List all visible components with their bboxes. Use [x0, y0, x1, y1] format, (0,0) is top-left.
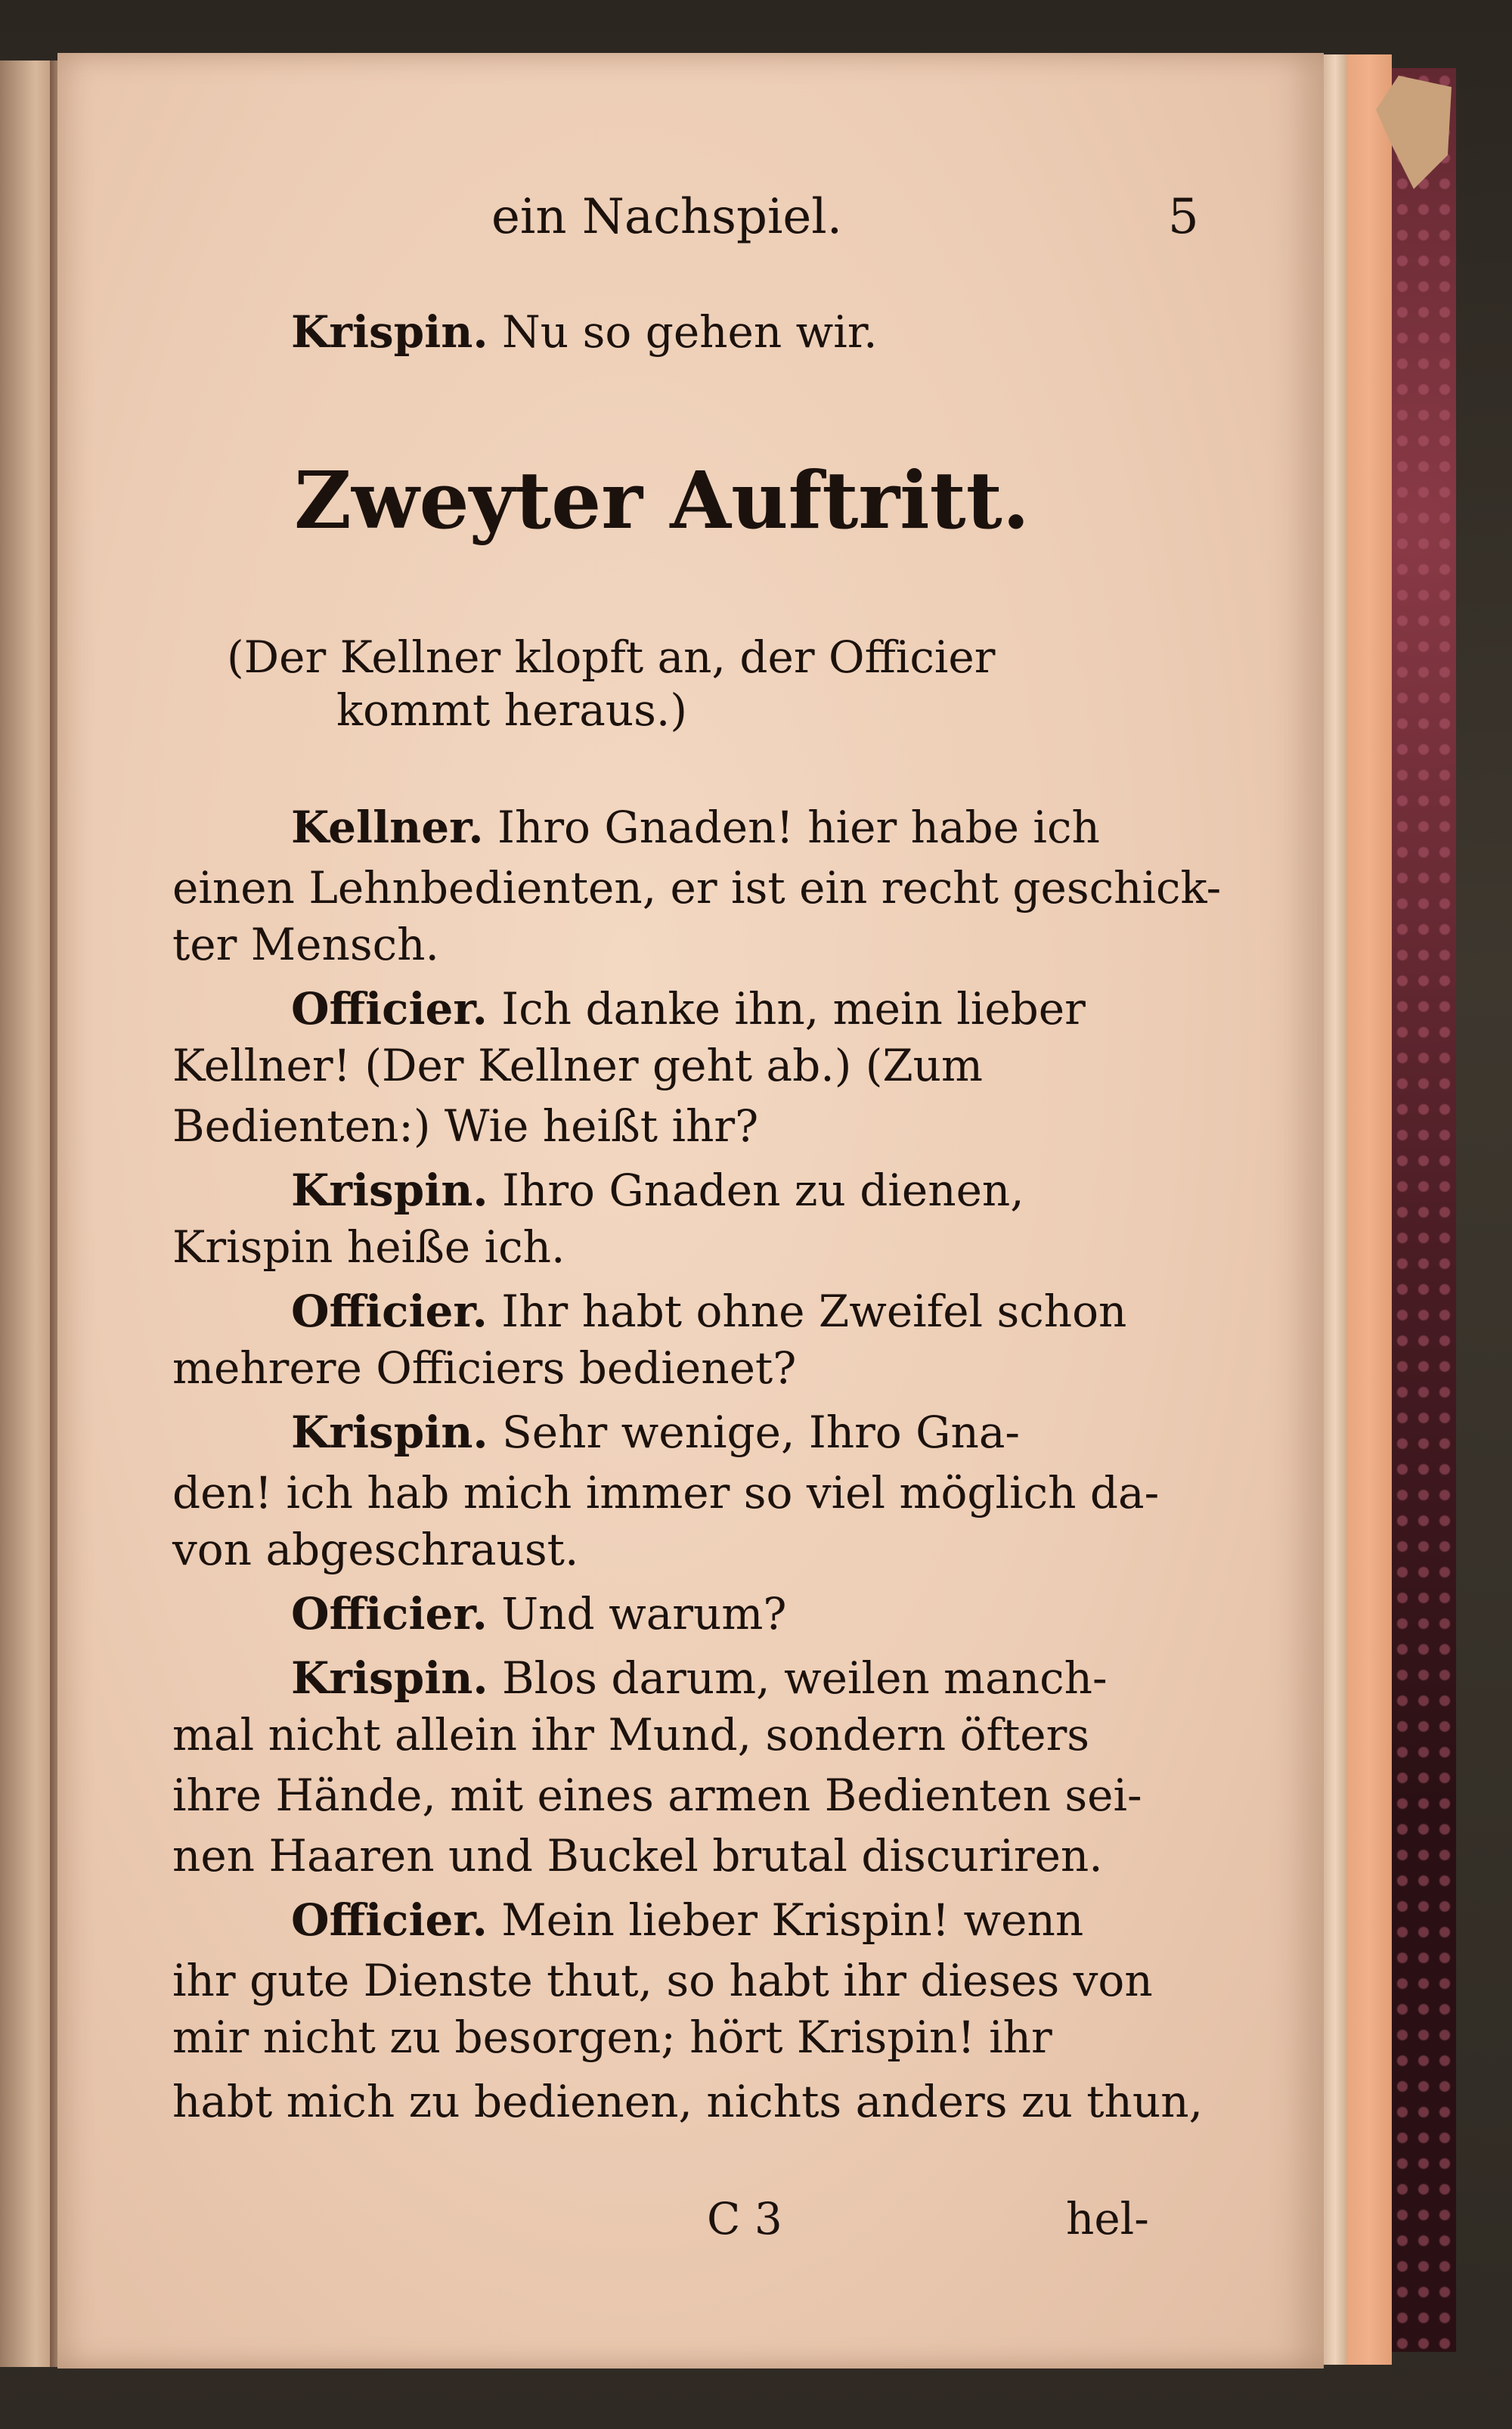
text-line: [172, 2012, 1052, 2063]
speaker-name: Officier.: [291, 983, 488, 1035]
line-text: Und warum?: [501, 1588, 787, 1639]
page-number: 5: [1168, 189, 1199, 245]
text-line: [291, 1286, 1126, 1337]
text-line: [172, 1524, 578, 1575]
line-text: Nu so gehen wir.: [502, 306, 878, 358]
line-text: Mein lieber Krispin! wenn: [501, 1894, 1084, 1946]
line-text: den! ich hab mich immer so viel möglich da-: [172, 1467, 1160, 1519]
text-line: [172, 1342, 796, 1394]
text-line: [172, 1040, 983, 1091]
text-line: [172, 1100, 758, 1152]
line-text: einen Lehnbedienten, er ist ein recht geschick-: [172, 862, 1222, 914]
speaker-name: Officier.: [291, 1286, 488, 1337]
line-text: Ihro Gnaden! hier habe ich: [497, 802, 1100, 853]
line-text: ihre Hände, mit eines armen Bedienten sei-: [172, 1770, 1142, 1821]
text-line: [291, 983, 1086, 1035]
text-line: [172, 1830, 1103, 1881]
text-line: [172, 1709, 1089, 1760]
signature-mark: C 3: [707, 2193, 782, 2244]
endpaper-edge: [1346, 54, 1392, 2365]
line-text: Ich danke ihn, mein lieber: [501, 983, 1086, 1035]
text-line: [227, 631, 995, 683]
line-text: Kellner! (Der Kellner geht ab.) (Zum: [172, 1040, 984, 1091]
line-text: ter Mensch.: [172, 919, 439, 970]
text-line: [291, 306, 878, 358]
speaker-name: Krispin.: [291, 1407, 488, 1458]
line-text: Krispin heiße ich.: [172, 1221, 565, 1273]
running-title: ein Nachspiel.: [491, 189, 843, 245]
text-line: [172, 919, 439, 970]
catchword: hel-: [1066, 2193, 1149, 2244]
line-text: kommt heraus.): [336, 684, 687, 736]
speaker-name: Krispin.: [291, 306, 488, 358]
line-text: mehrere Officiers bedienet?: [172, 1342, 797, 1394]
marbled-pattern: [1392, 68, 1456, 2352]
line-text: (Der Kellner klopft an, der Officier: [227, 631, 996, 683]
speaker-name: Krispin.: [291, 1165, 488, 1216]
line-text: habt mich zu bedienen, nichts anders zu thun,: [172, 2076, 1204, 2127]
line-text: Sehr wenige, Ihro Gna-: [502, 1407, 1021, 1458]
page-block-edge: [1324, 54, 1346, 2365]
text-line: [336, 684, 687, 736]
text-line: [172, 1221, 565, 1273]
speaker-name: Krispin.: [291, 1652, 488, 1704]
text-line: [172, 1467, 1159, 1519]
text-line: [291, 1652, 1108, 1704]
line-text: mal nicht allein ihr Mund, sondern öfters: [172, 1709, 1090, 1760]
text-line: [291, 802, 1100, 853]
text-line: [172, 862, 1221, 914]
text-line: [172, 1770, 1142, 1821]
line-text: Blos darum, weilen manch-: [502, 1652, 1108, 1704]
line-text: nen Haaren und Buckel brutal discuriren.: [172, 1830, 1103, 1881]
line-text: mir nicht zu besorgen; hört Krispin! ihr: [172, 2012, 1052, 2063]
text-line: [291, 1165, 1024, 1216]
text-line: [291, 1407, 1020, 1458]
text-line: [172, 2076, 1203, 2127]
scene-title: Zweyter Auftritt.: [294, 454, 1030, 547]
text-line: [291, 1894, 1083, 1946]
line-text: Ihro Gnaden zu dienen,: [502, 1165, 1024, 1216]
speaker-name: Kellner.: [291, 802, 484, 853]
line-text: von abgeschraust.: [172, 1524, 579, 1575]
line-text: Bedienten:) Wie heißt ihr?: [172, 1100, 759, 1152]
text-line: [172, 1955, 1153, 2006]
text-line: [291, 1588, 786, 1639]
line-text: Ihr habt ohne Zweifel schon: [501, 1286, 1127, 1337]
speaker-name: Officier.: [291, 1894, 488, 1946]
line-text: ihr gute Dienste thut, so habt ihr dieses von: [172, 1955, 1153, 2006]
speaker-name: Officier.: [291, 1588, 488, 1639]
